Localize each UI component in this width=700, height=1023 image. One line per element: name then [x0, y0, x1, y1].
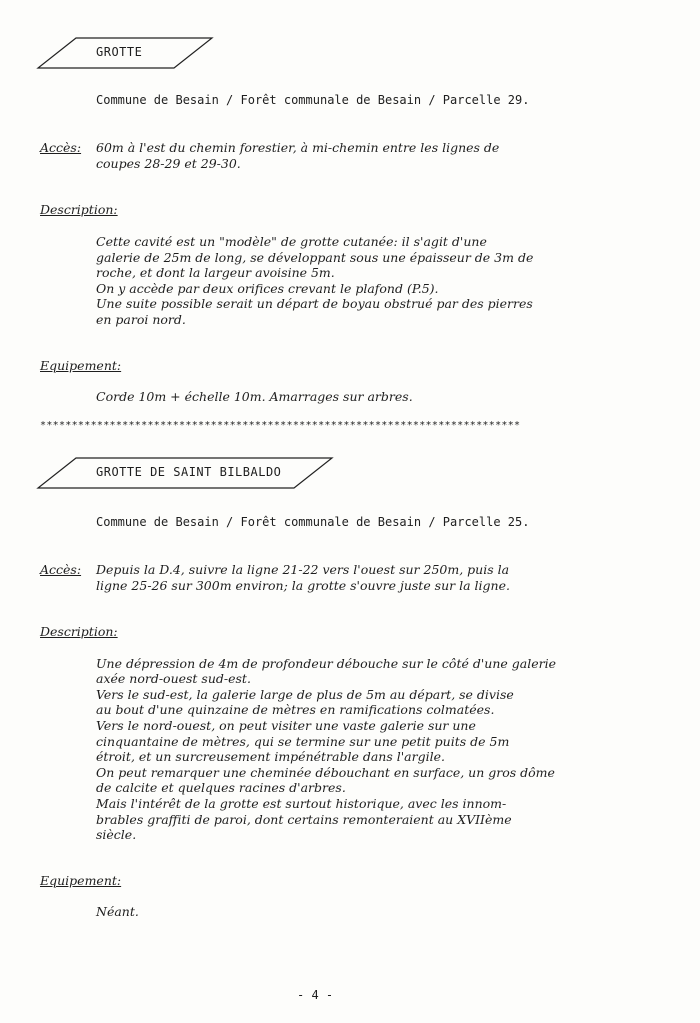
section-title-box	[36, 36, 336, 72]
description-line: au bout d'une quinzaine de mètres en ramifications colmatées.	[96, 702, 495, 717]
description-line: en paroi nord.	[96, 312, 186, 327]
acces-line: Depuis la D.4, suivre la ligne 21-22 vers l'ouest sur 250m, puis la	[96, 562, 510, 577]
equipement-line: Corde 10m + échelle 10m. Amarrages sur arbres.	[96, 389, 413, 404]
acces-line: coupes 28-29 et 29-30.	[96, 156, 241, 171]
description-line: Vers le sud-est, la galerie large de plus de 5m au départ, se divise	[96, 687, 514, 702]
acces-label: Accès:	[40, 562, 82, 577]
description-line: siècle.	[96, 827, 137, 842]
description-line: brables graffiti de paroi, dont certains remonteraient au XVIIème	[96, 812, 512, 827]
section-separator: ****************************************************************************	[40, 420, 521, 431]
section-title: GROTTE	[96, 45, 143, 59]
commune-line: Commune de Besain / Forêt communale de Besain / Parcelle 29.	[96, 93, 530, 107]
description-line: cinquantaine de mètres, qui se termine sur une petit puits de 5m	[96, 734, 510, 749]
commune-line: Commune de Besain / Forêt communale de Besain / Parcelle 25.	[96, 515, 530, 529]
acces-line: ligne 25-26 sur 300m environ; la grotte s'ouvre juste sur la ligne.	[96, 578, 510, 593]
description-line: Une dépression de 4m de profondeur débouche sur le côté d'une galerie	[96, 656, 556, 671]
description-label: Description:	[40, 624, 118, 639]
equipement-label: Equipement:	[40, 358, 122, 373]
description-line: axée nord-ouest sud-est.	[96, 671, 251, 686]
description-line: Vers le nord-ouest, on peut visiter une vaste galerie sur une	[96, 718, 476, 733]
description-line: galerie de 25m de long, se développant sous une épaisseur de 3m de	[96, 250, 534, 265]
equipement-label: Equipement:	[40, 873, 122, 888]
description-line: Cette cavité est un "modèle" de grotte cutanée: il s'agit d'une	[96, 234, 487, 249]
section-title-box	[36, 456, 336, 492]
description-line: Une suite possible serait un départ de boyau obstrué par des pierres	[96, 296, 533, 311]
acces-label: Accès:	[40, 140, 82, 155]
description-line: étroit, et un surcreusement impénétrable dans l'argile.	[96, 749, 445, 764]
description-line: On peut remarquer une cheminée débouchant en surface, un gros dôme	[96, 765, 555, 780]
description-line: roche, et dont la largeur avoisine 5m.	[96, 265, 335, 280]
section-title: GROTTE DE SAINT BILBALDO	[96, 465, 282, 479]
description-line: On y accède par deux orifices crevant le plafond (P.5).	[96, 281, 439, 296]
description-line: Mais l'intérêt de la grotte est surtout historique, avec les innom-	[96, 796, 507, 811]
description-line: de calcite et quelques racines d'arbres.	[96, 780, 346, 795]
acces-line: 60m à l'est du chemin forestier, à mi-chemin entre les lignes de	[96, 140, 500, 155]
equipement-line: Néant.	[96, 904, 139, 919]
description-label: Description:	[40, 202, 118, 217]
page-number: - 4 -	[297, 988, 334, 1002]
